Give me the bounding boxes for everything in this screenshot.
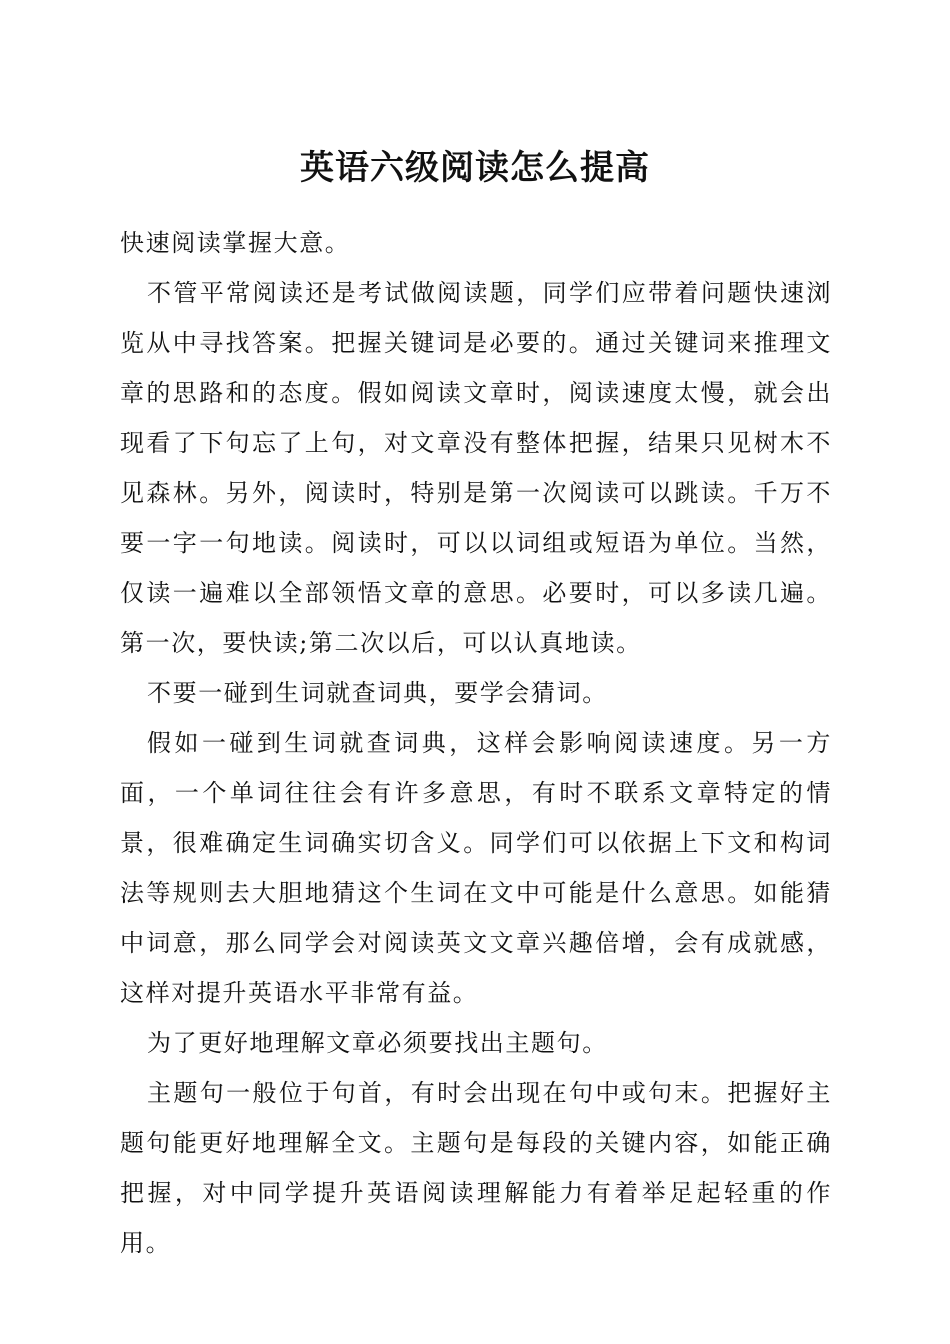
paragraph-5: 为了更好地理解文章必须要找出主题句。 xyxy=(147,1029,608,1057)
paragraph-4: 假如一碰到生词就查词典，这样会影响阅读速度。另一方面，一个单词往往会有许多意思，有时不联系文章特定的情景，很难确定生词确实切含义。同学们可以依据上下文和构词法等规则去大胆地猜这个生词在文中可能是什么意思。如能猜中词意，那么同学会对阅读英文文章兴趣倍增，会有成就感，这样对提升英语水平非常有益。 xyxy=(120,729,832,1007)
paragraph-3: 不要一碰到生词就查词典，要学会猜词。 xyxy=(147,679,608,707)
document-body xyxy=(120,218,832,1268)
paragraph-6: 主题句一般位于句首，有时会出现在句中或句末。把握好主题句能更好地理解全文。主题句是每段的关键内容，如能正确把握，对中同学提升英语阅读理解能力有着举足起轻重的作用。 xyxy=(120,1079,832,1257)
paragraph-1: 快速阅读掌握大意。 xyxy=(120,229,351,257)
paragraph-2: 不管平常阅读还是考试做阅读题，同学们应带着问题快速浏览从中寻找答案。把握关键词是必要的。通过关键词来推理文章的思路和的态度。假如阅读文章时，阅读速度太慢，就会出现看了下句忘了上句，对文章没有整体把握，结果只见树木不见森林。另外，阅读时，特别是第一次阅读可以跳读。千万不要一字一句地读。阅读时，可以以词组或短语为单位。当然，仅读一遍难以全部领悟文章的意思。必要时，可以多读几遍。第一次，要快读;第二次以后，可以认真地读。 xyxy=(120,279,832,657)
document-title: 英语六级阅读怎么提高 xyxy=(300,148,650,188)
